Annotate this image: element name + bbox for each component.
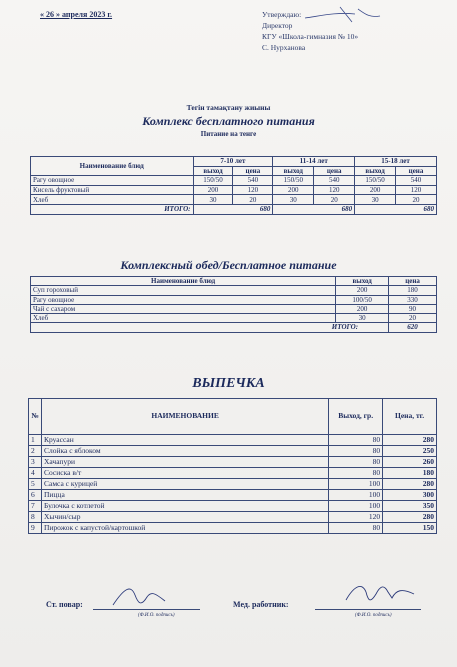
complex-subtitle: Питание на тенге xyxy=(200,130,257,138)
item-weight: 100 xyxy=(329,490,383,501)
cook-signature xyxy=(105,583,175,613)
table-row xyxy=(31,304,437,313)
cell: 30 xyxy=(193,195,233,205)
row-number: 7 xyxy=(29,501,42,512)
sub-header: выход xyxy=(273,166,314,176)
item-price: 260 xyxy=(383,457,437,468)
table-row xyxy=(31,314,437,323)
item-weight: 80 xyxy=(329,457,383,468)
cell: 120 xyxy=(396,185,437,195)
sub-header: цена xyxy=(396,166,437,176)
cell: 540 xyxy=(233,176,273,186)
sub-header: выход xyxy=(193,166,233,176)
item-price: 350 xyxy=(383,501,437,512)
cell: 150/50 xyxy=(193,176,233,186)
sub-header: цена xyxy=(233,166,273,176)
column-header: Выход, гр. xyxy=(329,399,383,435)
item-name: Пицца xyxy=(41,490,328,501)
dish-name: Рагу овощное xyxy=(31,295,336,304)
age-group-header: 7-10 лет xyxy=(193,157,273,167)
item-weight: 120 xyxy=(329,512,383,523)
cell: 30 xyxy=(355,195,396,205)
director-signature xyxy=(300,4,390,64)
item-weight: 80 xyxy=(329,468,383,479)
item-price: 280 xyxy=(383,435,437,446)
total-label: ИТОГО: xyxy=(31,204,194,214)
approval-line: Утверждаю: xyxy=(262,10,302,19)
table-row xyxy=(29,457,437,468)
dish-name: Хлеб xyxy=(31,195,194,205)
item-price: 150 xyxy=(383,523,437,534)
column-header: НАИМЕНОВАНИЕ xyxy=(41,399,328,435)
cell: 120 xyxy=(314,185,355,195)
cell: 200 xyxy=(355,185,396,195)
table-row xyxy=(31,185,437,195)
column-header: Наименование блюд xyxy=(31,157,194,176)
dish-name: Суп гороховый xyxy=(31,286,336,295)
cell: 330 xyxy=(389,295,437,304)
table-row xyxy=(31,295,437,304)
cell: 200 xyxy=(336,304,389,313)
total-value: 680 xyxy=(193,204,273,214)
total-label: ИТОГО: xyxy=(31,323,389,332)
cell: 100/50 xyxy=(336,295,389,304)
kz-title: Тегін тамақтану жиыны xyxy=(186,103,271,112)
column-header: Цена, тг. xyxy=(383,399,437,435)
table-row xyxy=(31,286,437,295)
cell: 540 xyxy=(314,176,355,186)
item-price: 280 xyxy=(383,512,437,523)
item-weight: 100 xyxy=(329,501,383,512)
item-name: Самса с курицей xyxy=(41,479,328,490)
cell: 540 xyxy=(396,176,437,186)
approval-line: С. Нурханова xyxy=(262,43,306,52)
age-group-header: 11-14 лет xyxy=(273,157,355,167)
cell: 20 xyxy=(396,195,437,205)
table-row xyxy=(29,435,437,446)
cell: 200 xyxy=(336,286,389,295)
cell: 180 xyxy=(389,286,437,295)
complex-title: Комплекс бесплатного питания xyxy=(142,114,315,128)
med-label: Мед. работник: xyxy=(233,600,289,609)
column-header: № xyxy=(29,399,42,435)
complex-menu-table xyxy=(30,156,437,215)
item-name: Сосиска в/т xyxy=(41,468,328,479)
row-number: 1 xyxy=(29,435,42,446)
item-name: Хычин/сыр xyxy=(41,512,328,523)
item-price: 250 xyxy=(383,446,437,457)
dish-name: Чай с сахаром xyxy=(31,304,336,313)
cell: 30 xyxy=(336,314,389,323)
cell: 200 xyxy=(193,185,233,195)
cook-label: Ст. повар: xyxy=(46,600,83,609)
table-row xyxy=(31,195,437,205)
cell: 90 xyxy=(389,304,437,313)
cell: 150/50 xyxy=(355,176,396,186)
column-header: цена xyxy=(389,277,437,286)
table-row xyxy=(29,512,437,523)
med-caption: (Ф.И.О. подпись) xyxy=(355,613,392,618)
cell: 150/50 xyxy=(273,176,314,186)
column-header: выход xyxy=(336,277,389,286)
item-weight: 80 xyxy=(329,446,383,457)
lunch-title: Комплексный обед/Бесплатное питание xyxy=(120,258,337,272)
total-value: 680 xyxy=(273,204,355,214)
cell: 20 xyxy=(233,195,273,205)
item-price: 180 xyxy=(383,468,437,479)
med-signature xyxy=(340,578,420,612)
table-row xyxy=(31,176,437,186)
total-row xyxy=(31,204,437,214)
row-number: 6 xyxy=(29,490,42,501)
table-row xyxy=(29,523,437,534)
item-price: 280 xyxy=(383,479,437,490)
item-price: 300 xyxy=(383,490,437,501)
bakery-table xyxy=(28,398,437,534)
item-name: Булочка с котлетой xyxy=(41,501,328,512)
sub-header: цена xyxy=(314,166,355,176)
table-row xyxy=(29,468,437,479)
bakery-title: ВЫПЕЧКА xyxy=(192,376,265,391)
approval-line: КГУ «Школа-гимназия № 10» xyxy=(262,32,359,41)
table-row xyxy=(29,490,437,501)
item-name: Хачапури xyxy=(41,457,328,468)
cell: 20 xyxy=(314,195,355,205)
lunch-table xyxy=(30,276,437,333)
dish-name: Кисель фруктовый xyxy=(31,185,194,195)
sub-header: выход xyxy=(355,166,396,176)
row-number: 2 xyxy=(29,446,42,457)
table-row xyxy=(29,479,437,490)
row-number: 5 xyxy=(29,479,42,490)
item-weight: 80 xyxy=(329,435,383,446)
row-number: 3 xyxy=(29,457,42,468)
dish-name: Хлеб xyxy=(31,314,336,323)
column-header: Наименование блюд xyxy=(31,277,336,286)
table-row xyxy=(29,501,437,512)
item-weight: 80 xyxy=(329,523,383,534)
age-group-header: 15-18 лет xyxy=(355,157,437,167)
cell: 20 xyxy=(389,314,437,323)
dish-name: Рагу овощное xyxy=(31,176,194,186)
row-number: 9 xyxy=(29,523,42,534)
cook-caption: (Ф.И.О. подпись) xyxy=(138,613,175,618)
total-row xyxy=(31,323,437,332)
table-row xyxy=(29,446,437,457)
item-name: Слойка с яблоком xyxy=(41,446,328,457)
cell: 120 xyxy=(233,185,273,195)
item-name: Круассан xyxy=(41,435,328,446)
cell: 200 xyxy=(273,185,314,195)
item-name: Пирожок с капустой/картошкой xyxy=(41,523,328,534)
item-weight: 100 xyxy=(329,479,383,490)
row-number: 8 xyxy=(29,512,42,523)
total-value: 680 xyxy=(355,204,437,214)
cell: 30 xyxy=(273,195,314,205)
approval-line: Директор xyxy=(262,21,293,30)
total-value: 620 xyxy=(389,323,437,332)
row-number: 4 xyxy=(29,468,42,479)
document-date: « 26 » апреля 2023 г. xyxy=(40,10,113,19)
